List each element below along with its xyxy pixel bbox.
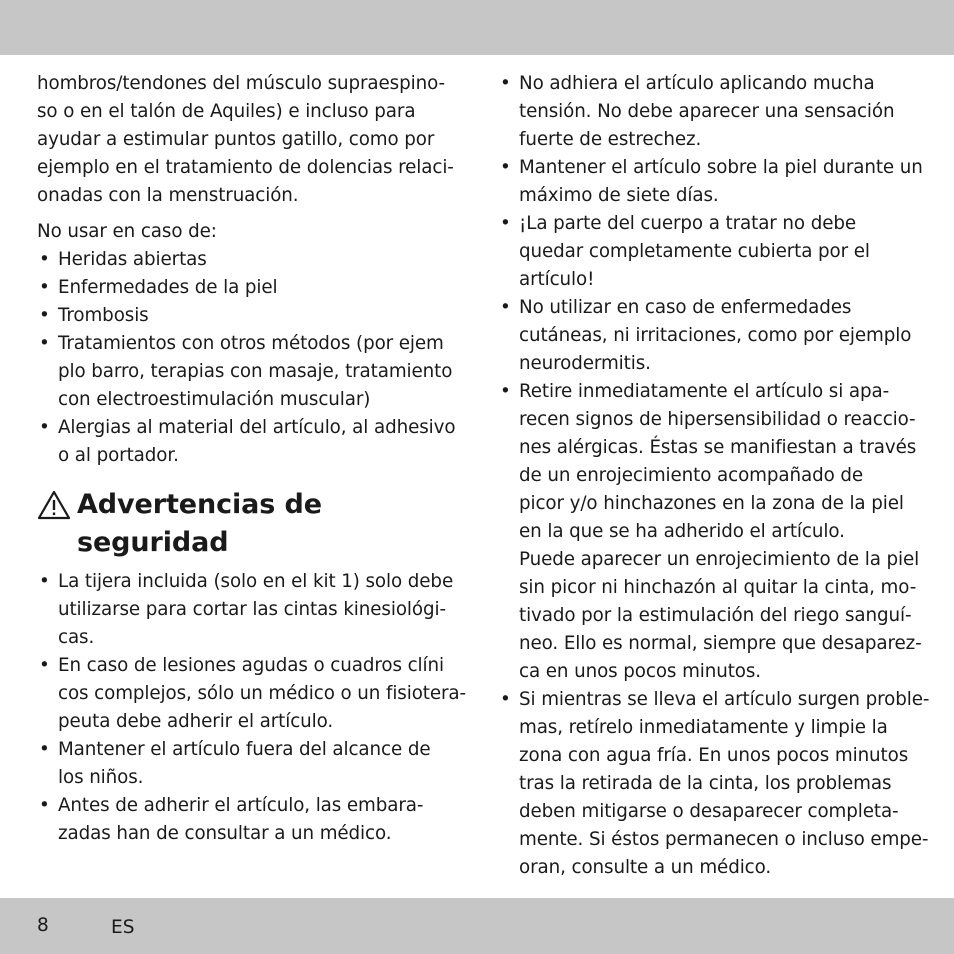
list-item (37, 652, 467, 736)
text-line: hombros/tendones del músculo supraespino- (37, 73, 445, 94)
list-item (37, 302, 467, 330)
bullet-icon: • (39, 417, 50, 438)
right-column (498, 70, 928, 882)
text-line: neurodermitis. (519, 353, 651, 374)
text-line: plo barro, terapias con masaje, tratamiento (58, 361, 453, 382)
text-line: ayudar a estimular puntos gatillo, como por (37, 129, 435, 150)
text-line: oran, consulte a un médico. (519, 857, 772, 878)
bullet-icon: • (39, 571, 50, 592)
list-item (37, 792, 467, 848)
text-line: Enfermedades de la piel (58, 277, 278, 298)
contraindications-list (37, 246, 467, 470)
text-line: los niños. (58, 767, 144, 788)
list-item (498, 154, 928, 210)
text-line: peuta debe adherir el artículo. (58, 711, 334, 732)
text-line: con electroestimulación muscular) (58, 389, 371, 410)
text-line: Si mientras se lleva el artículo surgen proble- (519, 689, 930, 710)
language-code: ES (111, 917, 135, 938)
list-item (37, 414, 467, 470)
heading-line: Advertencias de (77, 489, 322, 520)
list-item (37, 246, 467, 274)
list-item (37, 736, 467, 792)
text-line: máximo de siete días. (519, 185, 719, 206)
bullet-icon: • (39, 739, 50, 760)
footer-bar (0, 898, 954, 954)
text-line: Mantener el artículo sobre la piel durante un (519, 157, 923, 178)
safety-warnings-list (37, 568, 467, 848)
heading-line: seguridad (77, 527, 229, 558)
text-line: sin picor ni hinchazón al quitar la cinta, mo- (519, 577, 917, 598)
text-line: zadas han de consultar a un médico. (58, 823, 392, 844)
list-item (37, 568, 467, 652)
bullet-icon: • (39, 333, 50, 354)
warning-triangle-icon (37, 490, 71, 520)
text-line: so o en el talón de Aquiles) e incluso para (37, 101, 416, 122)
text-line: Heridas abiertas (58, 249, 207, 270)
text-line: en la que se ha adherido el artículo. (519, 521, 845, 542)
text-line: ¡La parte del cuerpo a tratar no debe (519, 213, 857, 234)
bullet-icon: • (39, 249, 50, 270)
text-line: recen signos de hipersensibilidad o reaccio- (519, 409, 916, 430)
bullet-icon: • (39, 655, 50, 676)
bullet-icon: • (39, 277, 50, 298)
bullet-icon: • (39, 305, 50, 326)
text-line: Retire inmediatamente el artículo si apa- (519, 381, 890, 402)
list-item (37, 274, 467, 302)
intro-paragraph (37, 70, 467, 210)
text-line: cas. (58, 627, 95, 648)
bullet-icon: • (500, 381, 511, 402)
left-column (37, 70, 467, 848)
text-line: tensión. No debe aparecer una sensación (519, 101, 895, 122)
text-line: tras la retirada de la cinta, los problemas (519, 773, 892, 794)
text-line: o al portador. (58, 445, 179, 466)
bullet-icon: • (500, 157, 511, 178)
text-line: Alergias al material del artículo, al adhesivo (58, 417, 456, 438)
text-line: mas, retírelo inmediatamente y limpie la (519, 717, 888, 738)
text-line: fuerte de estrechez. (519, 129, 702, 150)
text-line: ejemplo en el tratamiento de dolencias relaci- (37, 157, 454, 178)
text-line: ca en unos pocos minutos. (519, 661, 762, 682)
text-line: No adhiera el artículo aplicando mucha (519, 73, 875, 94)
list-item (37, 330, 467, 414)
text-line: zona con agua fría. En unos pocos minutos (519, 745, 909, 766)
text-line: quedar completamente cubierta por el (519, 241, 870, 262)
text-line: No utilizar en caso de enfermedades (519, 297, 852, 318)
page-number: 8 (37, 915, 49, 936)
text-line: Mantener el artículo fuera del alcance de (58, 739, 431, 760)
bullet-icon: • (500, 73, 511, 94)
list-item (498, 294, 928, 378)
text-line: Tratamientos con otros métodos (por ejem (58, 333, 444, 354)
text-line: neo. Ello es normal, siempre que desaparez- (519, 633, 922, 654)
text-line: Antes de adherir el artículo, las embara- (58, 795, 424, 816)
header-bar (0, 0, 954, 55)
list-item (498, 210, 928, 294)
text-line: cutáneas, ni irritaciones, como por ejemplo (519, 325, 912, 346)
text-line: nes alérgicas. Éstas se manifiestan a través (519, 437, 917, 458)
text-line: deben mitigarse o desaparecer completa- (519, 801, 899, 822)
text-line: de un enrojecimiento acompañado de (519, 465, 864, 486)
contraindications-intro: No usar en caso de: (37, 221, 217, 242)
bullet-icon: • (500, 689, 511, 710)
text-line: Trombosis (58, 305, 149, 326)
text-line: mente. Si éstos permanecen o incluso empe- (519, 829, 929, 850)
text-line: picor y/o hinchazones en la zona de la piel (519, 493, 904, 514)
text-line: La tijera incluida (solo en el kit 1) solo debe (58, 571, 454, 592)
text-line: onadas con la menstruación. (37, 185, 299, 206)
text-line: utilizarse para cortar las cintas kinesiológi- (58, 599, 446, 620)
text-line: cos complejos, sólo un médico o un fisiotera- (58, 683, 467, 704)
list-item (498, 686, 928, 882)
list-item (498, 70, 928, 154)
bullet-icon: • (500, 297, 511, 318)
text-line: En caso de lesiones agudas o cuadros clíni (58, 655, 444, 676)
safety-warnings-heading (37, 486, 467, 562)
bullet-icon: • (39, 795, 50, 816)
safety-warnings-list-continued (498, 70, 928, 882)
bullet-icon: • (500, 213, 511, 234)
text-line: Puede aparecer un enrojecimiento de la piel (519, 549, 920, 570)
text-line: tivado por la estimulación del riego sanguí- (519, 605, 912, 626)
list-item (498, 378, 928, 686)
text-line: artículo! (519, 269, 595, 290)
